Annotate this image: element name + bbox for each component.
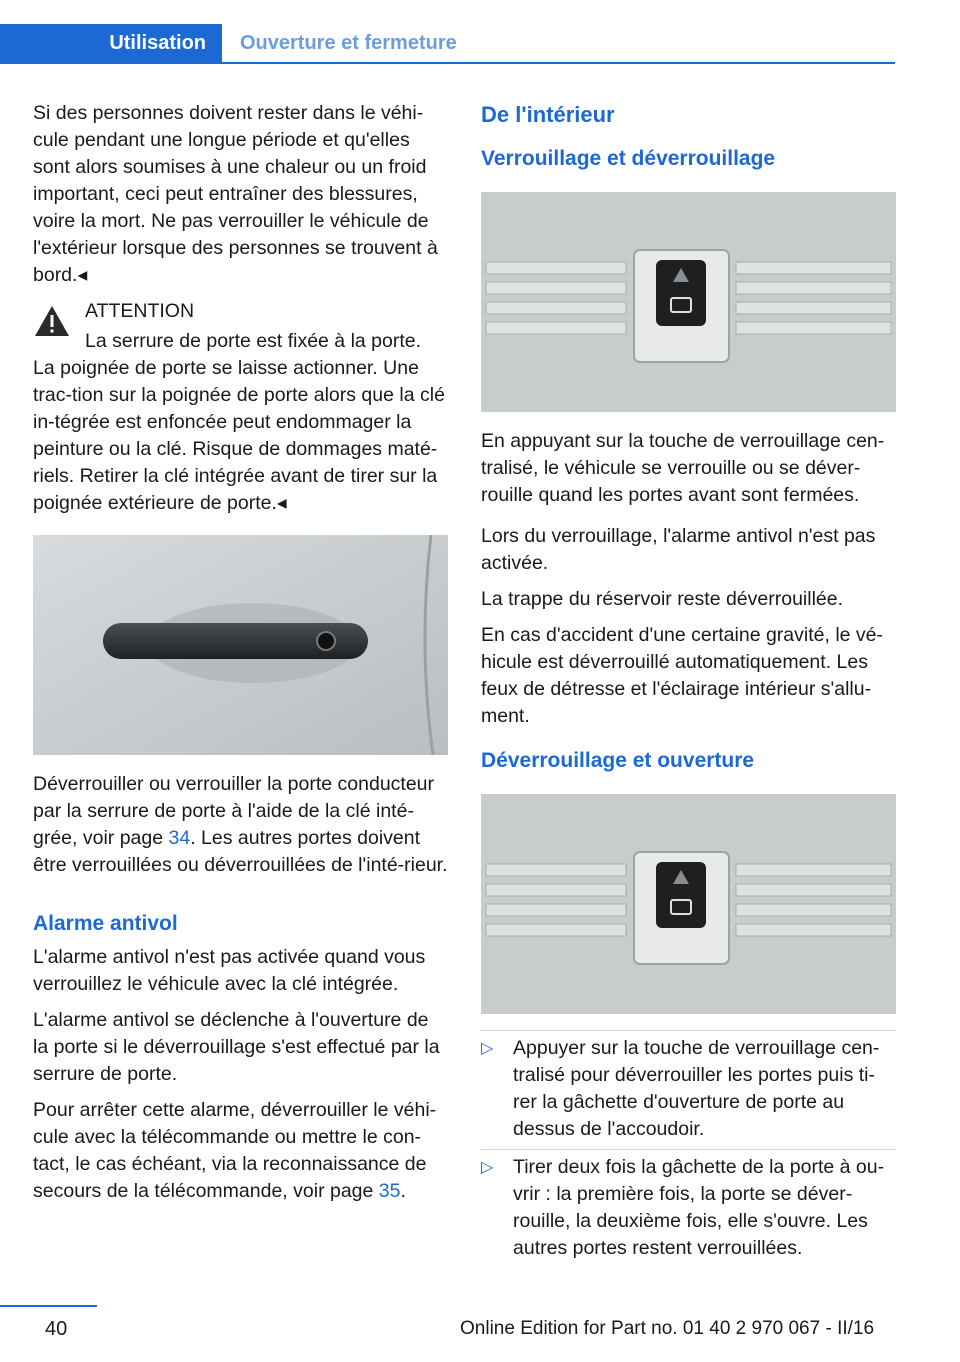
tab-utilisation[interactable]: Utilisation — [0, 24, 222, 62]
unlock-button-photo — [481, 794, 896, 1014]
lock-text-4: En cas d'accident d'une certaine gravité, le vé-hicule est déverrouillé automatiquement. Les feux de détresse et l'éclairage intérieur s'allu-ment. — [481, 624, 884, 727]
triangle-bullet-icon: ▷ — [481, 1159, 494, 1176]
list-item: ▷ Appuyer sur la touche de verrouillage cen-tralisé pour déverrouiller les portes puis ti-rer la gâchette d'ouverture de porte au dessus de l'accoudoir. — [481, 1037, 880, 1140]
attention-block — [33, 298, 448, 517]
alarm-text-3: Pour arrêter cette alarme, déverrouiller le véhi-cule avec la télécommande ou mettre le con-tact, le cas échéant, via la reconnaissance de secours de la télécommande, voir page 35. — [33, 1099, 437, 1202]
left-column — [33, 100, 448, 1214]
central-lock-button-photo — [481, 192, 896, 412]
door-handle-photo — [33, 535, 448, 755]
unlock-heading: Déverrouillage et ouverture — [481, 749, 755, 772]
interior-heading: De l'intérieur — [481, 102, 615, 127]
page-link-35[interactable]: 35 — [378, 1180, 401, 1202]
bullet-divider — [481, 1030, 896, 1031]
lock-text-2: Lors du verrouillage, l'alarme antivol n'est pas activée. — [481, 525, 876, 574]
driver-door-text: Déverrouiller ou verrouiller la porte conducteur par la serrure de porte à l'aide de la clé inté-grée, voir page 34. Les autres portes doivent être verrouillées ou déverrouillées de l'inté-rieur. — [33, 773, 448, 876]
attention-title: ATTENTION — [85, 300, 195, 322]
right-column — [481, 100, 896, 1268]
bullet-divider — [481, 1149, 896, 1150]
header-divider — [0, 62, 895, 64]
warning-triangle-icon — [33, 304, 71, 338]
list-item: ▷ Tirer deux fois la gâchette de la porte à ou-vrir : la première fois, la porte se déver-rouille, la deuxième fois, elle s'ouvre. Les autres portes restent verrouillées. — [481, 1156, 885, 1259]
alarm-text-1: L'alarme antivol n'est pas activée quand vous verrouillez le véhicule avec la clé intégrée. — [33, 946, 426, 995]
lock-text-1: En appuyant sur la touche de verrouillage cen-tralisé, le véhicule se verrouille ou se déver-rouille quand les portes avant sont fermées. — [481, 430, 885, 506]
page-link-34[interactable]: 34 — [168, 827, 191, 849]
alarm-text-2: L'alarme antivol se déclenche à l'ouverture de la porte si le déverrouillage s'est effectué par la serrure de porte. — [33, 1009, 440, 1085]
attention-text: La serrure de porte est fixée à la porte. La poignée de porte se laisse actionner. Une trac-tion sur la poignée de porte alors que la clé in-tégrée est enfoncée peut endommager la peinture ou la clé. Risque de dommages maté-riels. Retirer la clé intégrée avant de tirer sur la poignée extérieure de porte.◂ — [33, 330, 445, 514]
edition-text: Online Edition for Part no. 01 40 2 970 067 - II/16 — [460, 1318, 875, 1339]
triangle-bullet-icon: ▷ — [481, 1040, 494, 1057]
warning-continuation-text: Si des personnes doivent rester dans le véhi-cule pendant une longue période et qu'elles sont alors soumises à une chaleur ou un froid important, ceci peut entraîner des blessures, voire la mort. Ne pas verrouiller le véhicule de l'extérieur lorsque des personnes se trouvent à bord.◂ — [33, 102, 438, 286]
alarm-heading: Alarme antivol — [33, 912, 178, 935]
tab-ouverture-fermeture[interactable]: Ouverture et fermeture — [240, 31, 457, 54]
page-number: 40 — [45, 1318, 68, 1340]
header-tabbar — [0, 24, 895, 64]
lock-text-3: La trappe du réservoir reste déverrouillée. — [481, 588, 844, 610]
footer-divider — [0, 1305, 97, 1307]
lock-heading: Verrouillage et déverrouillage — [481, 147, 776, 170]
